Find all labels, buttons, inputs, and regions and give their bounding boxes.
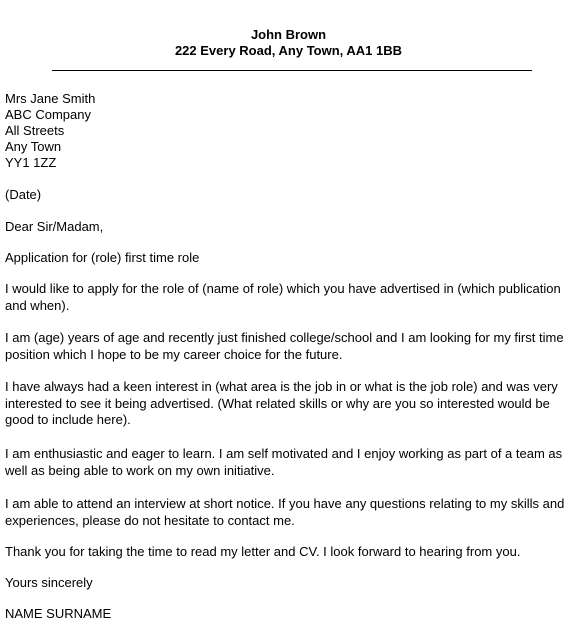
sender-address: 222 Every Road, Any Town, AA1 1BB — [174, 43, 403, 58]
paragraph-intro: I would like to apply for the role of (name of role) which you have advertised in (which publication and when). — [5, 281, 561, 313]
paragraph-interest: I have always had a keen interest in (what area is the job in or what is the job role) and was very interested to see it being advertised. (What related skills or why are you so interested would be good to include here). — [5, 379, 558, 427]
recipient-line: Mrs Jane Smith — [5, 91, 96, 106]
sender-name: John Brown — [250, 27, 327, 42]
signature: NAME SURNAME — [5, 606, 112, 621]
paragraph-availability: I am able to attend an interview at short notice. If you have any questions relating to my skills and experiences, please do not hesitate to contact me. — [5, 496, 565, 528]
header-divider — [52, 70, 532, 71]
recipient-line: Any Town — [5, 139, 62, 154]
paragraph-background: I am (age) years of age and recently just finished college/school and I am looking for my first time position which I hope to be my career choice for the future. — [5, 330, 564, 362]
recipient-line: ABC Company — [5, 107, 91, 122]
closing: Yours sincerely — [5, 575, 93, 590]
letter-date: (Date) — [5, 187, 42, 202]
recipient-line: YY1 1ZZ — [5, 155, 57, 170]
salutation: Dear Sir/Madam, — [5, 219, 104, 234]
paragraph-thanks: Thank you for taking the time to read my letter and CV. I look forward to hearing from you. — [5, 544, 521, 559]
recipient-line: All Streets — [5, 123, 65, 138]
paragraph-qualities: I am enthusiastic and eager to learn. I am self motivated and I enjoy working as part of a team as well as being able to work on my own initiative. — [5, 446, 563, 478]
subject-line: Application for (role) first time role — [5, 250, 200, 265]
